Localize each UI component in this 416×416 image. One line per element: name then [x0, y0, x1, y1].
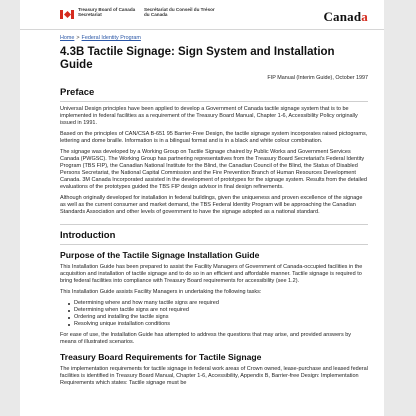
- list-item: Ordering and installing the tactile signs: [68, 314, 368, 321]
- section-divider: [60, 244, 368, 245]
- introduction-paragraph: This Installation Guide has been prepared to assist the Facility Managers of Government of Canada-occupied facilities in the acquisition and installation of tactile signage and to do so in an efficient and affordable manner. Tactile signage is required to bring federal facilities into compliance with Treasury Board requirements for accessibility (see 1.2).: [60, 264, 363, 284]
- site-header: [20, 0, 384, 30]
- task-list: [60, 300, 368, 328]
- requirements-heading: Treasury Board Requirements for Tactile Signage: [60, 352, 262, 362]
- list-item: Resolving unique installation conditions: [68, 321, 368, 328]
- list-item: Determining when tactile signs are not required: [68, 307, 368, 314]
- wordmark-text-end: a: [361, 9, 368, 24]
- page-title: 4.3B Tactile Signage: Sign System and Installation Guide: [60, 46, 335, 71]
- department-name-en-line2: Secretariat: [78, 12, 102, 18]
- list-item: Determining where and how many tactile signs are required: [68, 300, 368, 307]
- wordmark-text: Canad: [323, 9, 362, 24]
- preface-paragraph: The signage was developed by a Working Group on Tactile Signage chaired by Public Works and Government Services Canada (PWGSC). The Working Group has partnering representatives from the Treasury Board Secretariat's Federal Identity Program (TBS FIP), the Canadian National Institute for the Blind, the Canadian Council of the Blind, the Status of Disabled Persons Secretariat, the National Capital Commission and the Fire Prevention Branch of Human Resources Development Canada. 3M Canada Incorporated assisted in the development of prototypes for the signage system. Results from the detailed evaluations of the prototypes guided the TBS FIP design advisor in final design refinements.: [60, 149, 367, 190]
- introduction-heading: Introduction: [60, 230, 116, 241]
- department-name-french: [144, 7, 224, 18]
- breadcrumb-fip-link[interactable]: Federal Identity Program: [81, 35, 141, 41]
- canada-flag-icon: [60, 10, 74, 19]
- preface-paragraph: Universal Design principles have been applied to develop a Government of Canada tactile signage system that is to be implemented in federal facilities as a requirement of the Treasury Board Manual, Chapter 1-6, Accessibility Policy originally issued in 1991.: [60, 106, 358, 126]
- section-divider: [60, 224, 368, 225]
- preface-heading: Preface: [60, 87, 95, 98]
- purpose-heading: Purpose of the Tactile Signage Installation Guide: [60, 250, 260, 260]
- breadcrumb: [60, 34, 368, 43]
- preface-paragraph: Although originally developed for installation in federal buildings, given the uniqueness and proven excellence of the signage as well as the current consumer and market demand, the TBS Federal Identity Program will be approaching the Canadian Standards Association and other levels of government to have the signage adopted as a national standard.: [60, 195, 363, 215]
- breadcrumb-home-link[interactable]: Home: [60, 35, 75, 41]
- manual-reference: FIP Manual (Interim Guide), October 1997: [267, 75, 368, 81]
- breadcrumb-separator: >: [76, 35, 80, 41]
- department-name-english: [78, 7, 140, 18]
- introduction-paragraph: This Installation Guide assists Facility Managers in undertaking the following tasks:: [60, 289, 262, 295]
- department-name-fr-line2: du Canada: [144, 12, 168, 18]
- preface-paragraph: Based on the principles of CAN/CSA B-651 95 Barrier-Free Design, the tactile signage system incorporates raised pictograms, lettering and dome braille. Information is in a bilingual format and is in a black and white colour combination.: [60, 131, 368, 144]
- section-divider: [60, 101, 368, 102]
- introduction-closing: For ease of use, the Installation Guide has attempted to address the questions that may arise, and provided answers by means of illustrated scenarios.: [60, 332, 352, 345]
- department-name-fr-line1: Secrétariat du Conseil du Trésor: [144, 7, 215, 12]
- document-page: [20, 0, 384, 416]
- main-content: [60, 30, 368, 387]
- department-name-en-line1: Treasury Board of Canada: [78, 7, 136, 12]
- requirements-paragraph: The implementation requirements for tactile signage in federal work areas of Crown owned, lease-purchase and leased federal facilities is identified in Treasury Board Manual, Chapter 1-6, Accessibility, Appendix B, Barrier-free Design: Implementation Requirements which states: Tactile signage must be: [60, 366, 368, 386]
- canada-wordmark: [323, 9, 368, 25]
